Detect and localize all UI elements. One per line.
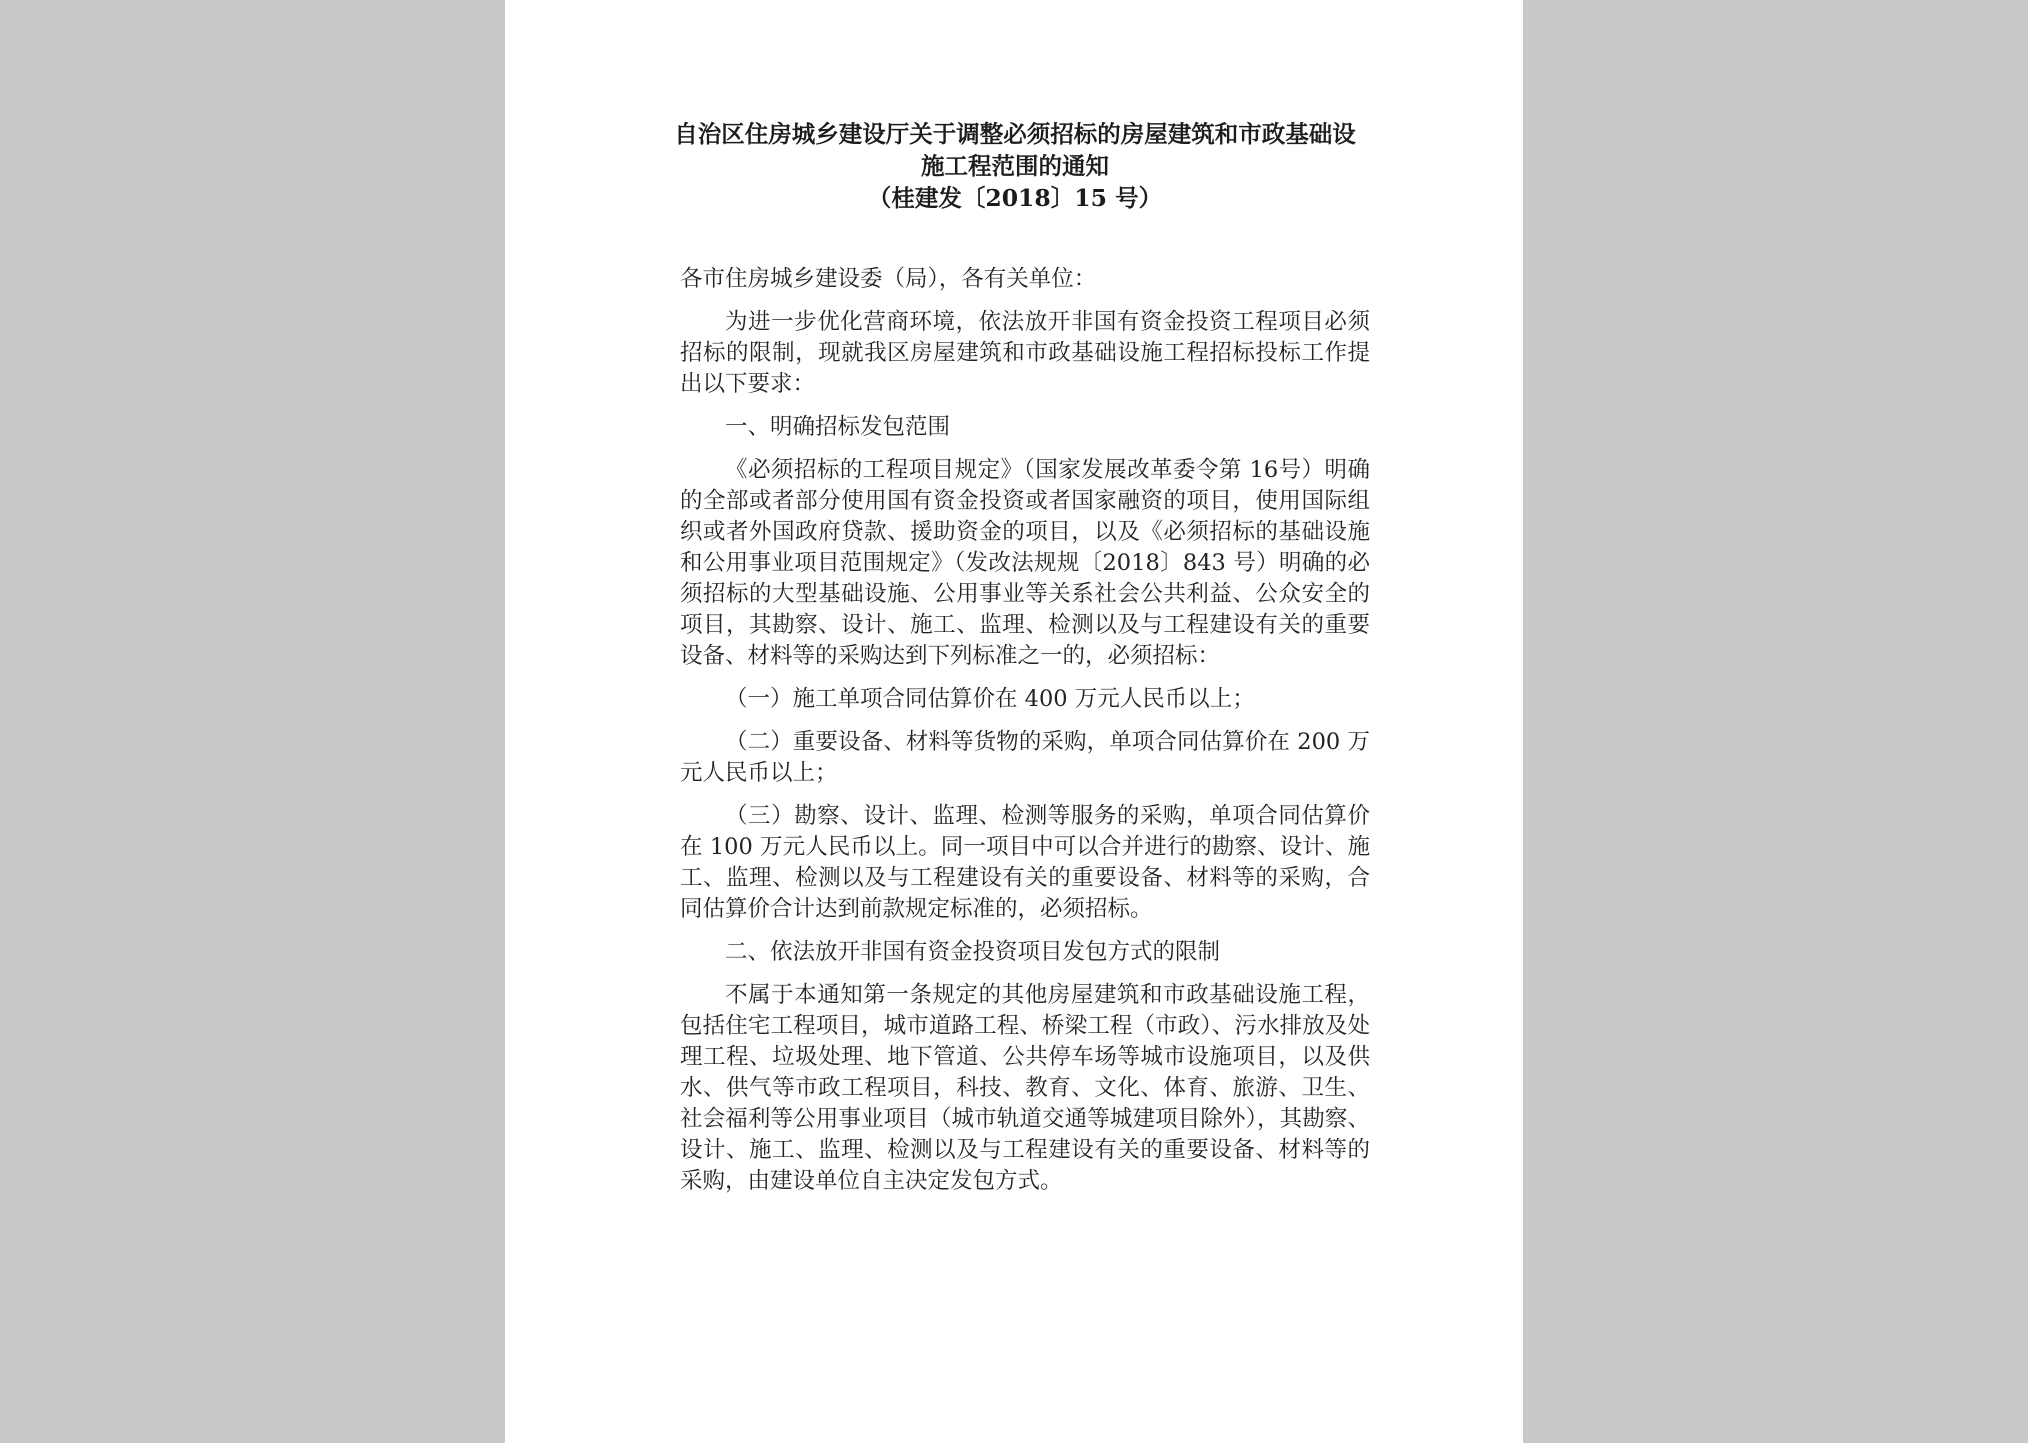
list-item-1: （一）施工单项合同估算价在 400 万元人民币以上； (725, 686, 1255, 712)
section-2-heading: 二、依法放开非国有资金投资项目发包方式的限制 (725, 939, 1221, 965)
section-1-paragraph: 《必须招标的工程项目规定》（国家发展改革委令第 16号）明确的全部或者部分使用国有资金投资或者国家融资的项目，使用国际组织或者外国政府贷款、援助资金的项目，以及《必须招标的基础设施和公用事业项目范围规定》（发改法规规〔2018〕843 号）明确的必须招标的大型基础设施、公用事业等关系社会公共利益、公众安全的项目，其勘察、设计、施工、监理、检测以及与工程建设有关的重要设备、材料等的采购达到下列标准之一的，必须招标： (680, 457, 1370, 669)
section-1-heading: 一、明确招标发包范围 (725, 414, 951, 440)
document-body (680, 264, 1370, 1209)
title-line-1: 自治区住房城乡建设厅关于调整必须招标的房屋建筑和市政基础设 (674, 120, 1356, 148)
salutation: 各市住房城乡建设委（局），各有关单位： (680, 266, 1097, 292)
document-title (545, 118, 1485, 214)
intro-paragraph: 为进一步优化营商环境，依法放开非国有资金投资工程项目必须招标的限制，现就我区房屋建筑和市政基础设施工程招标投标工作提出以下要求： (680, 309, 1370, 397)
list-item-3: （三）勘察、设计、监理、检测等服务的采购，单项合同估算价在 100 万元人民币以上。同一项目中可以合并进行的勘察、设计、施工、监理、检测以及与工程建设有关的重要设备、材料等的采购，合同估算价合计达到前款规定标准的，必须招标。 (680, 803, 1370, 922)
title-line-2: 施工程范围的通知 (921, 152, 1109, 180)
list-item-2: （二）重要设备、材料等货物的采购，单项合同估算价在 200 万元人民币以上； (680, 729, 1370, 786)
document-page (505, 0, 1523, 1443)
document-number: （桂建发〔2018〕15 号） (867, 184, 1163, 212)
section-2-paragraph: 不属于本通知第一条规定的其他房屋建筑和市政基础设施工程，包括住宅工程项目，城市道路工程、桥梁工程（市政）、污水排放及处理工程、垃圾处理、地下管道、公共停车场等城市设施项目，以及供水、供气等市政工程项目，科技、教育、文化、体育、旅游、卫生、社会福利等公用事业项目（城市轨道交通等城建项目除外），其勘察、设计、施工、监理、检测以及与工程建设有关的重要设备、材料等的采购，由建设单位自主决定发包方式。 (680, 982, 1370, 1194)
